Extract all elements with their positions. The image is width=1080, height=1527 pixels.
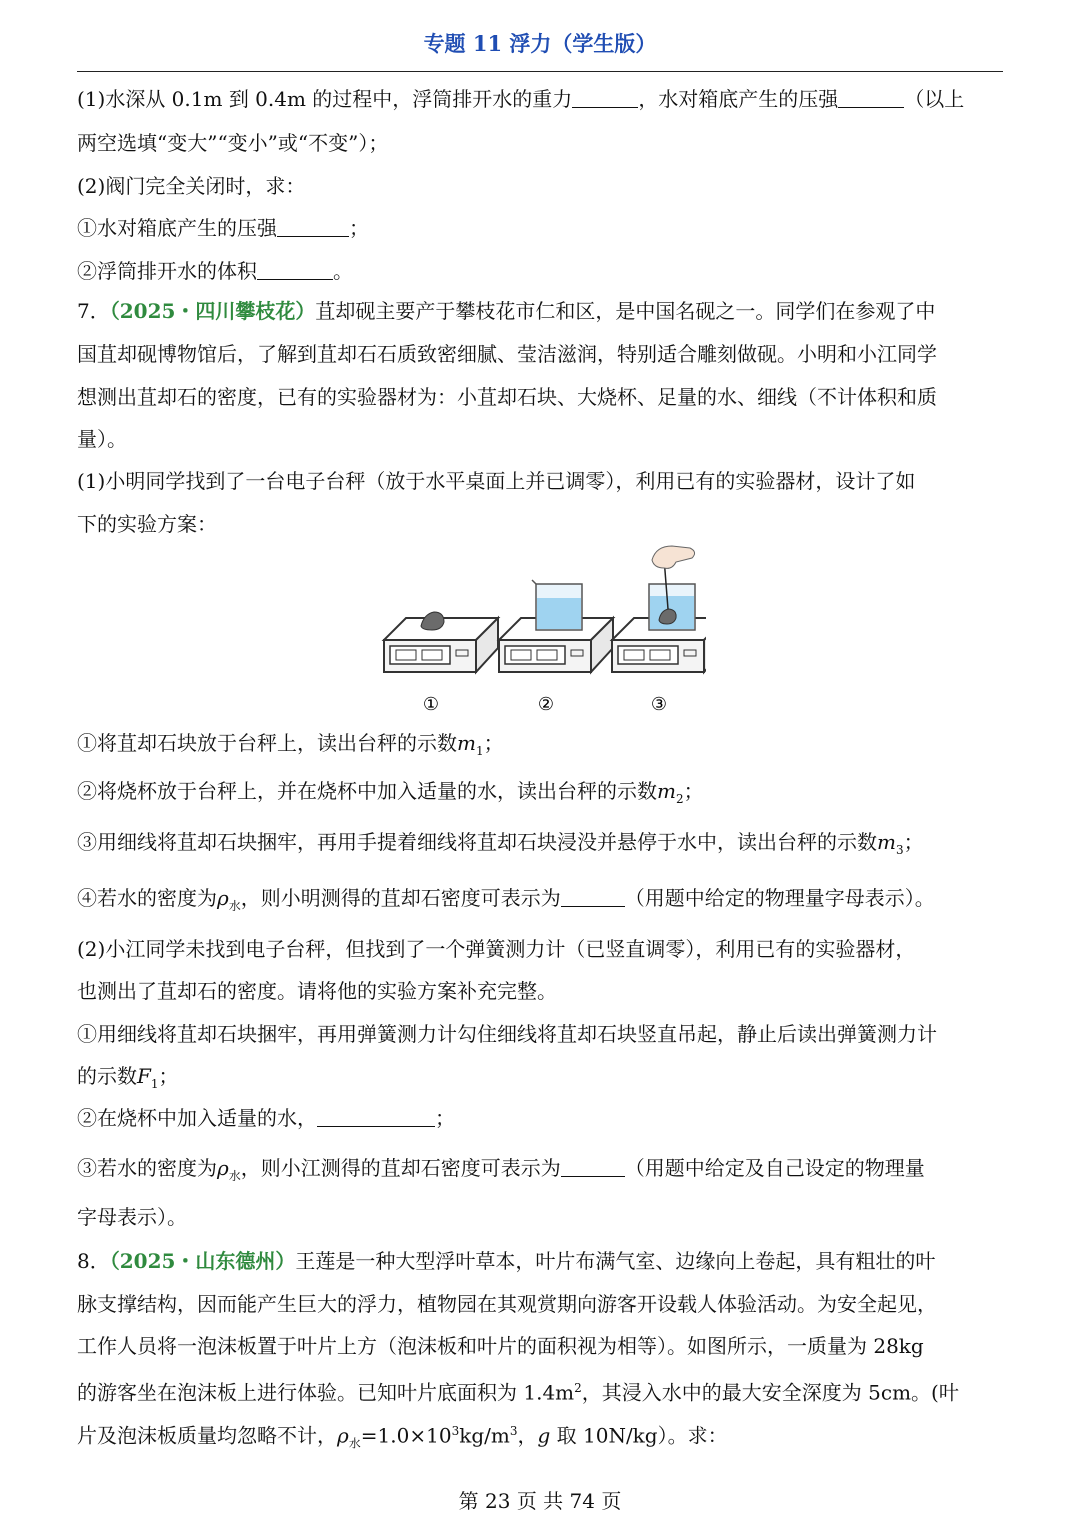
q7-stem-line1 xyxy=(77,297,1003,325)
q7-text: ； xyxy=(903,830,924,854)
q8-stem-line3: 工作人员将一泡沫板置于叶片上方（泡沫板和叶片的面积视为相等）。如图所示，一质量为 28kg xyxy=(77,1334,924,1358)
q7-text: ②在烧杯中加入适量的水， xyxy=(77,1106,317,1130)
page-header-title: 专题 11 浮力（学生版） xyxy=(423,31,657,56)
page-footer: 第 23 页 共 74 页 xyxy=(458,1489,622,1513)
q8-text: ， xyxy=(517,1423,538,1448)
scale-3 xyxy=(612,546,706,672)
q7-text: ； xyxy=(158,1064,179,1088)
answer-blank[interactable] xyxy=(257,259,333,280)
subscript: 水 xyxy=(348,1436,361,1451)
q8-text: kg/m xyxy=(459,1423,510,1448)
q7-step-b2 xyxy=(77,1104,1003,1132)
question-source: （2025・四川攀枝花） xyxy=(109,299,316,323)
q8-stem-line4 xyxy=(77,1374,1003,1407)
answer-blank[interactable] xyxy=(277,216,349,237)
q7-part2-line2: 也测出了苴却石的密度。请将他的实验方案补充完整。 xyxy=(77,979,557,1003)
q6-text: 。 xyxy=(333,259,353,283)
q7-step-b3-line1 xyxy=(77,1154,1003,1190)
q7-stem-line3: 想测出苴却石的密度，已有的实验器材为：小苴却石块、大烧杯、足量的水、细线（不计体积和质 xyxy=(77,385,937,409)
superscript: 2 xyxy=(574,1381,582,1395)
q7-step-b1-line1: ①用细线将苴却石块捆牢，再用弹簧测力计勾住细线将苴却石块竖直吊起，静止后读出弹簧测力计 xyxy=(77,1022,937,1046)
q7-text: （用题中给定及自己设定的物理量 xyxy=(624,1156,925,1180)
q6-text: (1)水深从 0.1m 到 0.4m 的过程中，浮筒排开水的重力 xyxy=(77,87,573,111)
q8-stem-line2: 脉支撑结构，因而能产生巨大的浮力，植物园在其观赏期向游客开设载人体验活动。为安全起见， xyxy=(77,1292,937,1316)
q6-text: ②浮筒排开水的体积 xyxy=(77,259,257,283)
q7-stem-line2: 国苴却砚博物馆后，了解到苴却石石质致密细腻、莹洁滋润，特别适合雕刻做砚。小明和小江同学 xyxy=(77,342,937,366)
q8-stem-line5 xyxy=(77,1417,1003,1458)
q7-text: ； xyxy=(435,1106,455,1130)
q8-text: 取 10N/kg）。求： xyxy=(550,1423,728,1448)
stone-icon xyxy=(421,612,444,630)
experiment-figure xyxy=(376,540,706,720)
q6-part2-item2 xyxy=(77,257,1003,285)
q7-part2-line1: (2)小江同学未找到电子台秤，但找到了一个弹簧测力计（已竖直调零），利用已有的实验器材， xyxy=(77,937,916,961)
var-rho: ρ xyxy=(217,1156,229,1180)
superscript: 3 xyxy=(509,1424,518,1438)
var-rho: ρ xyxy=(217,886,229,910)
question-source: （2025・山东德州） xyxy=(109,1249,296,1273)
q7-step-b1-line2 xyxy=(77,1062,1003,1098)
q7-text: ②将烧杯放于台秤上，并在烧杯中加入适量的水，读出台秤的示数 xyxy=(77,779,657,803)
subscript: 3 xyxy=(895,843,904,857)
q6-part2-intro: (2)阀门完全关闭时，求： xyxy=(77,174,306,198)
subscript: 1 xyxy=(475,744,484,758)
q8-text: ，其浸入水中的最大安全深度为 5cm。(叶 xyxy=(581,1380,959,1405)
var-m: m xyxy=(457,731,476,755)
q7-step-b3-line2: 字母表示）。 xyxy=(77,1205,187,1229)
var-m: m xyxy=(657,779,676,803)
q7-text: ④若水的密度为 xyxy=(77,886,217,910)
water-icon xyxy=(537,598,581,629)
q7-part1-line1: (1)小明同学找到了一台电子台秤（放于水平桌面上并已调零），利用已有的实验器材，设计了如 xyxy=(77,469,916,493)
answer-blank[interactable] xyxy=(561,1156,625,1177)
superscript: 3 xyxy=(451,1424,460,1438)
subscript: 水 xyxy=(228,899,241,913)
q7-step-a3 xyxy=(77,828,1003,864)
q7-text: ； xyxy=(483,731,504,755)
q7-step-a4 xyxy=(77,884,1003,920)
scale-1 xyxy=(384,612,498,672)
question-number: 7． xyxy=(77,299,110,323)
figure-label-2: ② xyxy=(537,694,555,715)
figure-label-3: ③ xyxy=(650,694,668,715)
var-rho: ρ xyxy=(337,1423,349,1448)
subscript: 2 xyxy=(675,792,684,806)
q6-text: ，水对箱底产生的压强 xyxy=(638,87,839,111)
scale-2 xyxy=(499,580,613,672)
q8-text: 王莲是一种大型浮叶草本，叶片布满气室、边缘向上卷起，具有粗壮的叶 xyxy=(295,1249,936,1273)
q7-text: ； xyxy=(683,779,704,803)
answer-blank[interactable] xyxy=(317,1106,435,1127)
q8-stem-line1 xyxy=(77,1247,1003,1275)
q7-part1-line2: 下的实验方案： xyxy=(77,512,217,536)
figure-label-1: ① xyxy=(422,694,440,715)
answer-blank[interactable] xyxy=(572,87,638,108)
var-m: m xyxy=(877,830,896,854)
q7-stem-line4: 量）。 xyxy=(77,427,127,451)
q8-text: 片及泡沫板质量均忽略不计， xyxy=(77,1423,337,1448)
q8-text: =1.0×10 xyxy=(360,1423,452,1448)
q6-part1-line2: 两空选填“变大”“变小”或“不变”）； xyxy=(77,131,389,155)
q6-text: （以上 xyxy=(904,87,965,111)
q7-step-a2 xyxy=(77,777,1003,813)
q8-text: 的游客坐在泡沫板上进行体验。已知叶片底面积为 1.4m xyxy=(77,1380,575,1405)
answer-blank[interactable] xyxy=(561,886,625,907)
q7-text: 苴却砚主要产于攀枝花市仁和区，是中国名砚之一。同学们在参观了中 xyxy=(315,299,936,323)
q7-text: 的示数 xyxy=(77,1064,137,1088)
hand-icon xyxy=(652,546,695,568)
var-F: F xyxy=(137,1064,151,1088)
q7-text: ，则小江测得的苴却石密度可表示为 xyxy=(240,1156,561,1180)
q6-part2-item1 xyxy=(77,214,1003,242)
subscript: 水 xyxy=(228,1169,241,1183)
q7-text: （用题中给定的物理量字母表示）。 xyxy=(624,886,935,910)
q6-text: ； xyxy=(349,216,369,240)
answer-blank[interactable] xyxy=(838,87,904,108)
q7-text: ①将苴却石块放于台秤上，读出台秤的示数 xyxy=(77,731,457,755)
header-divider xyxy=(77,71,1003,72)
var-g: g xyxy=(537,1423,551,1448)
q7-text: ③用细线将苴却石块捆牢，再用手提着细线将苴却石块浸没并悬停于水中，读出台秤的示数 xyxy=(77,830,877,854)
q7-text: ，则小明测得的苴却石密度可表示为 xyxy=(240,886,561,910)
question-number: 8． xyxy=(77,1249,110,1273)
q6-text: ①水对箱底产生的压强 xyxy=(77,216,277,240)
q7-text: ③若水的密度为 xyxy=(77,1156,217,1180)
q6-part1-line1 xyxy=(77,85,1003,113)
subscript: 1 xyxy=(150,1077,159,1091)
q7-step-a1 xyxy=(77,729,1003,765)
